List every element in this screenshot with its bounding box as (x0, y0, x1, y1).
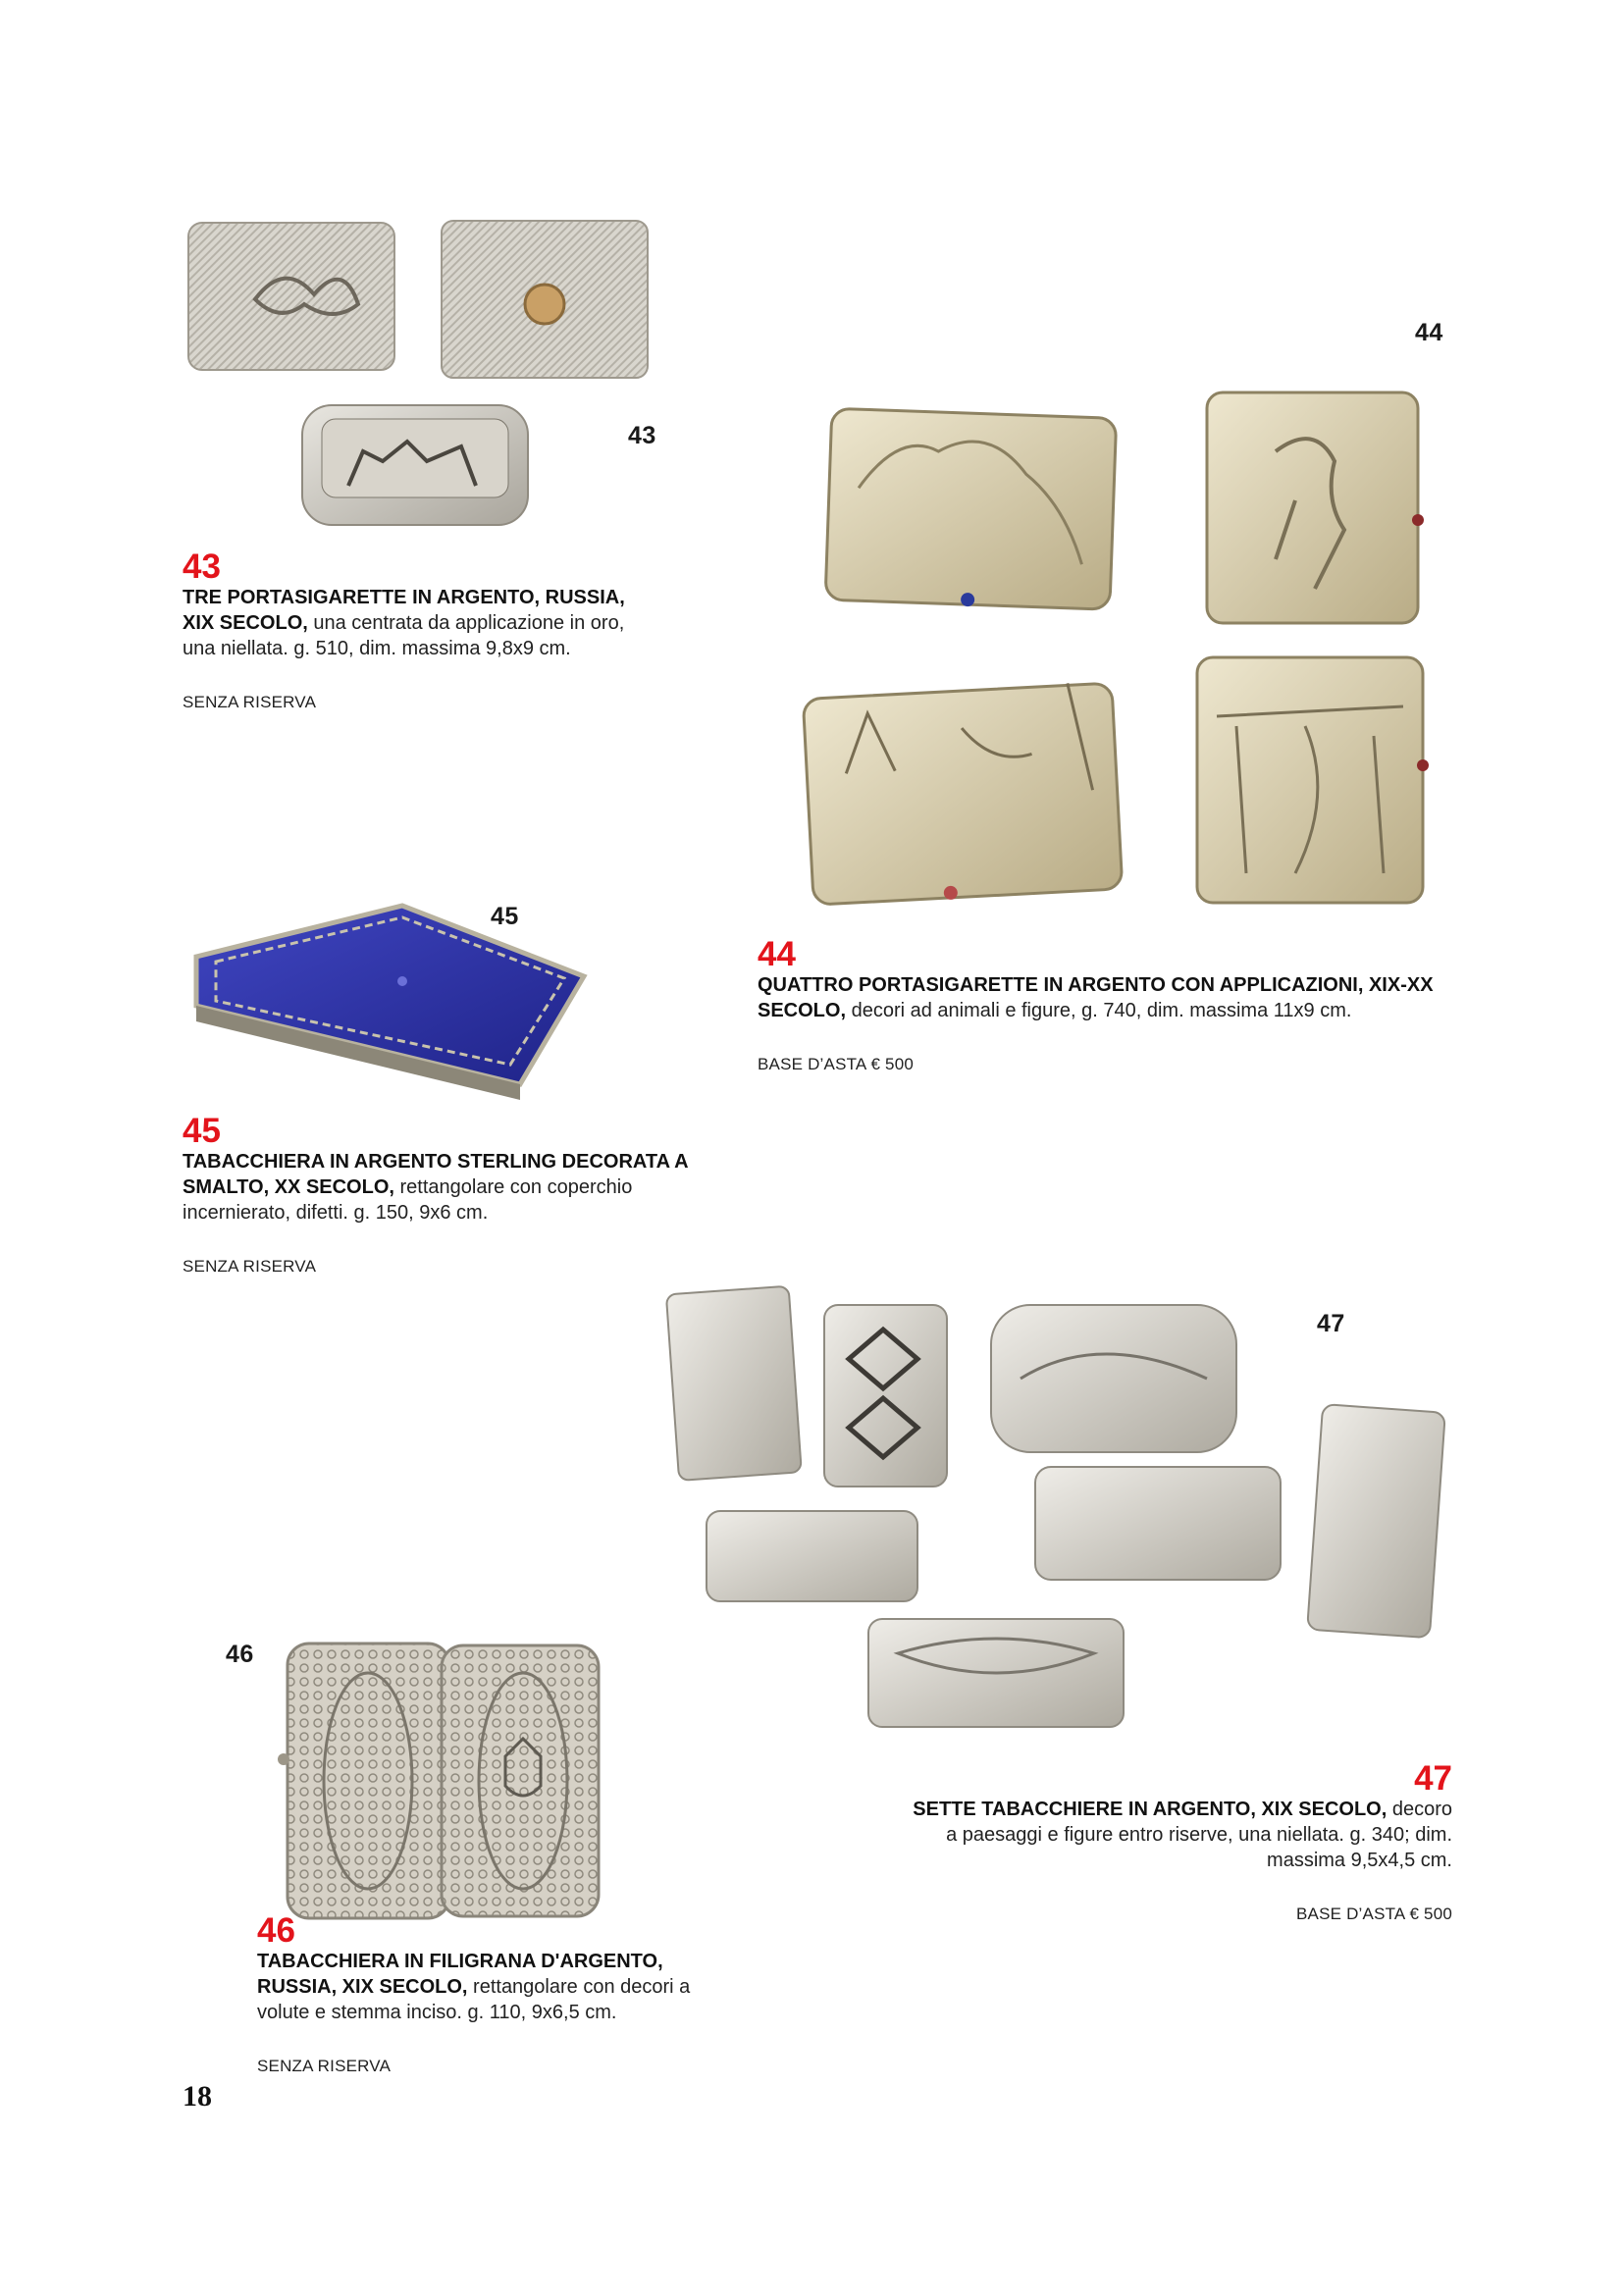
lot-47-entry (903, 1761, 1452, 1924)
lot-46-entry (257, 1913, 748, 2076)
lot-45-enamel-snuffbox-image (177, 888, 594, 1109)
lot-44-cigarette-cases-image (785, 373, 1452, 922)
lot-46-estimate: SENZA RISERVA (257, 2057, 392, 2075)
lot-43-details: una centrata da applicazione in oro, una niellata. g. 510, dim. massima 9,8x9 cm. (183, 612, 625, 659)
lot-44-entry (758, 937, 1474, 1074)
lot-43-photo-label: 43 (628, 422, 656, 449)
lot-44-title: QUATTRO PORTASIGARETTE IN ARGENTO CON APPLICAZIONI, XIX-XX SECOLO, (758, 974, 1434, 1021)
lot-43-cigarette-cases-image (157, 211, 677, 540)
lot-45-entry (183, 1114, 722, 1277)
lot-44-number: 44 (758, 935, 796, 973)
lot-47-photo (657, 1280, 1462, 1742)
lot-44-estimate: BASE D’ASTA € 500 (758, 1055, 914, 1073)
lot-46-photo (270, 1634, 613, 1923)
lot-46-title: TABACCHIERA IN FILIGRANA D'ARGENTO, RUSSIA, XIX SECOLO, (257, 1951, 663, 1998)
lot-43-title: TRE PORTASIGARETTE IN ARGENTO, RUSSIA, XIX SECOLO, (183, 587, 625, 634)
lot-46-filigree-snuffbox-image (270, 1634, 613, 1923)
lot-46-details: rettangolare con decori a volute e stemma inciso. g. 110, 9x6,5 cm. (257, 1976, 691, 2023)
lot-43-photo (157, 211, 677, 540)
lot-47-title: SETTE TABACCHIERE IN ARGENTO, XIX SECOLO, (913, 1799, 1387, 1820)
lot-47-photo-label: 47 (1317, 1310, 1345, 1337)
lot-44-description (758, 972, 1474, 1023)
lot-45-photo (177, 888, 594, 1109)
lot-44-photo (785, 373, 1452, 922)
lot-44-photo-label: 44 (1415, 319, 1443, 346)
lot-47-description (903, 1797, 1452, 1873)
lot-45-photo-label: 45 (491, 903, 519, 930)
lot-43-entry (183, 549, 634, 712)
lot-45-description (183, 1149, 722, 1226)
lot-46-photo-label: 46 (226, 1641, 254, 1668)
lot-43-description (183, 585, 634, 661)
lot-43-estimate: SENZA RISERVA (183, 693, 317, 711)
lot-45-estimate: SENZA RISERVA (183, 1257, 317, 1276)
lot-46-number: 46 (257, 1911, 295, 1950)
lot-47-details: decoro a paesaggi e figure entro riserve, una niellata. g. 340; dim. massima 9,5x4,5 cm. (946, 1799, 1452, 1871)
lot-45-number: 45 (183, 1112, 221, 1150)
lot-45-title: TABACCHIERA IN ARGENTO STERLING DECORATA A SMALTO, XX SECOLO, (183, 1151, 688, 1198)
lot-46-description (257, 1949, 748, 2025)
lot-43-number: 43 (183, 548, 221, 586)
page-number: 18 (183, 2080, 212, 2113)
lot-47-estimate: BASE D’ASTA € 500 (1296, 1905, 1452, 1923)
lot-47-number: 47 (1414, 1759, 1452, 1798)
lot-45-details: rettangolare con coperchio incernierato, difetti. g. 150, 9x6 cm. (183, 1176, 633, 1224)
lot-47-seven-snuffboxes-image (657, 1280, 1462, 1742)
lot-44-details: decori ad animali e figure, g. 740, dim. massima 11x9 cm. (846, 1000, 1352, 1021)
